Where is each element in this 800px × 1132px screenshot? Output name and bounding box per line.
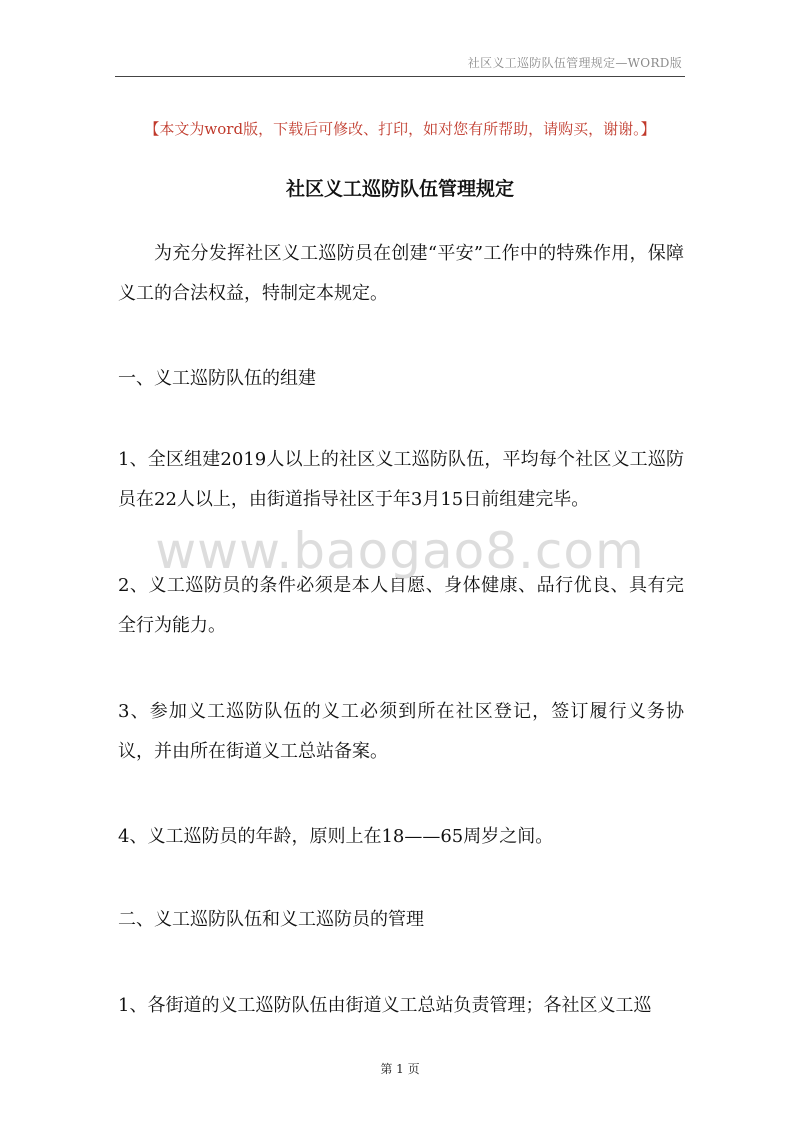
clause-1-1: 1、全区组建2019人以上的社区义工巡防队伍，平均每个社区义工巡防员在22人以上，由街道指导社区于年3月15日前组建完毕。 <box>118 449 684 510</box>
watermark-text: www.baogao8.com <box>155 522 645 580</box>
download-notice: 【本文为word版，下载后可修改、打印，如对您有所帮助，请购买，谢谢。】 <box>144 120 656 138</box>
section-heading-2: 二、义工巡防队伍和义工巡防员的管理 <box>118 909 424 930</box>
header-divider <box>115 76 685 77</box>
clause-1-3: 3、参加义工巡防队伍的义工必须到所在社区登记，签订履行义务协议，并由所在街道义工总站备案。 <box>118 701 684 762</box>
clause-1-2: 2、义工巡防员的条件必须是本人自愿、身体健康、品行优良、具有完全行为能力。 <box>118 575 684 636</box>
clause-2-1: 1、各街道的义工巡防队伍由街道义工总站负责管理；各社区义工巡 <box>118 995 652 1016</box>
section-heading-1: 一、义工巡防队伍的组建 <box>118 368 316 389</box>
document-title: 社区义工巡防队伍管理规定 <box>285 178 514 200</box>
header-title: 社区义工巡防队伍管理规定—WORD版 <box>467 56 682 70</box>
page-number: 第 1 页 <box>380 1062 420 1076</box>
clause-1-4: 4、义工巡防员的年龄，原则上在18——65周岁之间。 <box>118 826 554 847</box>
intro-paragraph: 为充分发挥社区义工巡防员在创建“平安”工作中的特殊作用，保障义工的合法权益，特制定本规定。 <box>118 243 684 304</box>
